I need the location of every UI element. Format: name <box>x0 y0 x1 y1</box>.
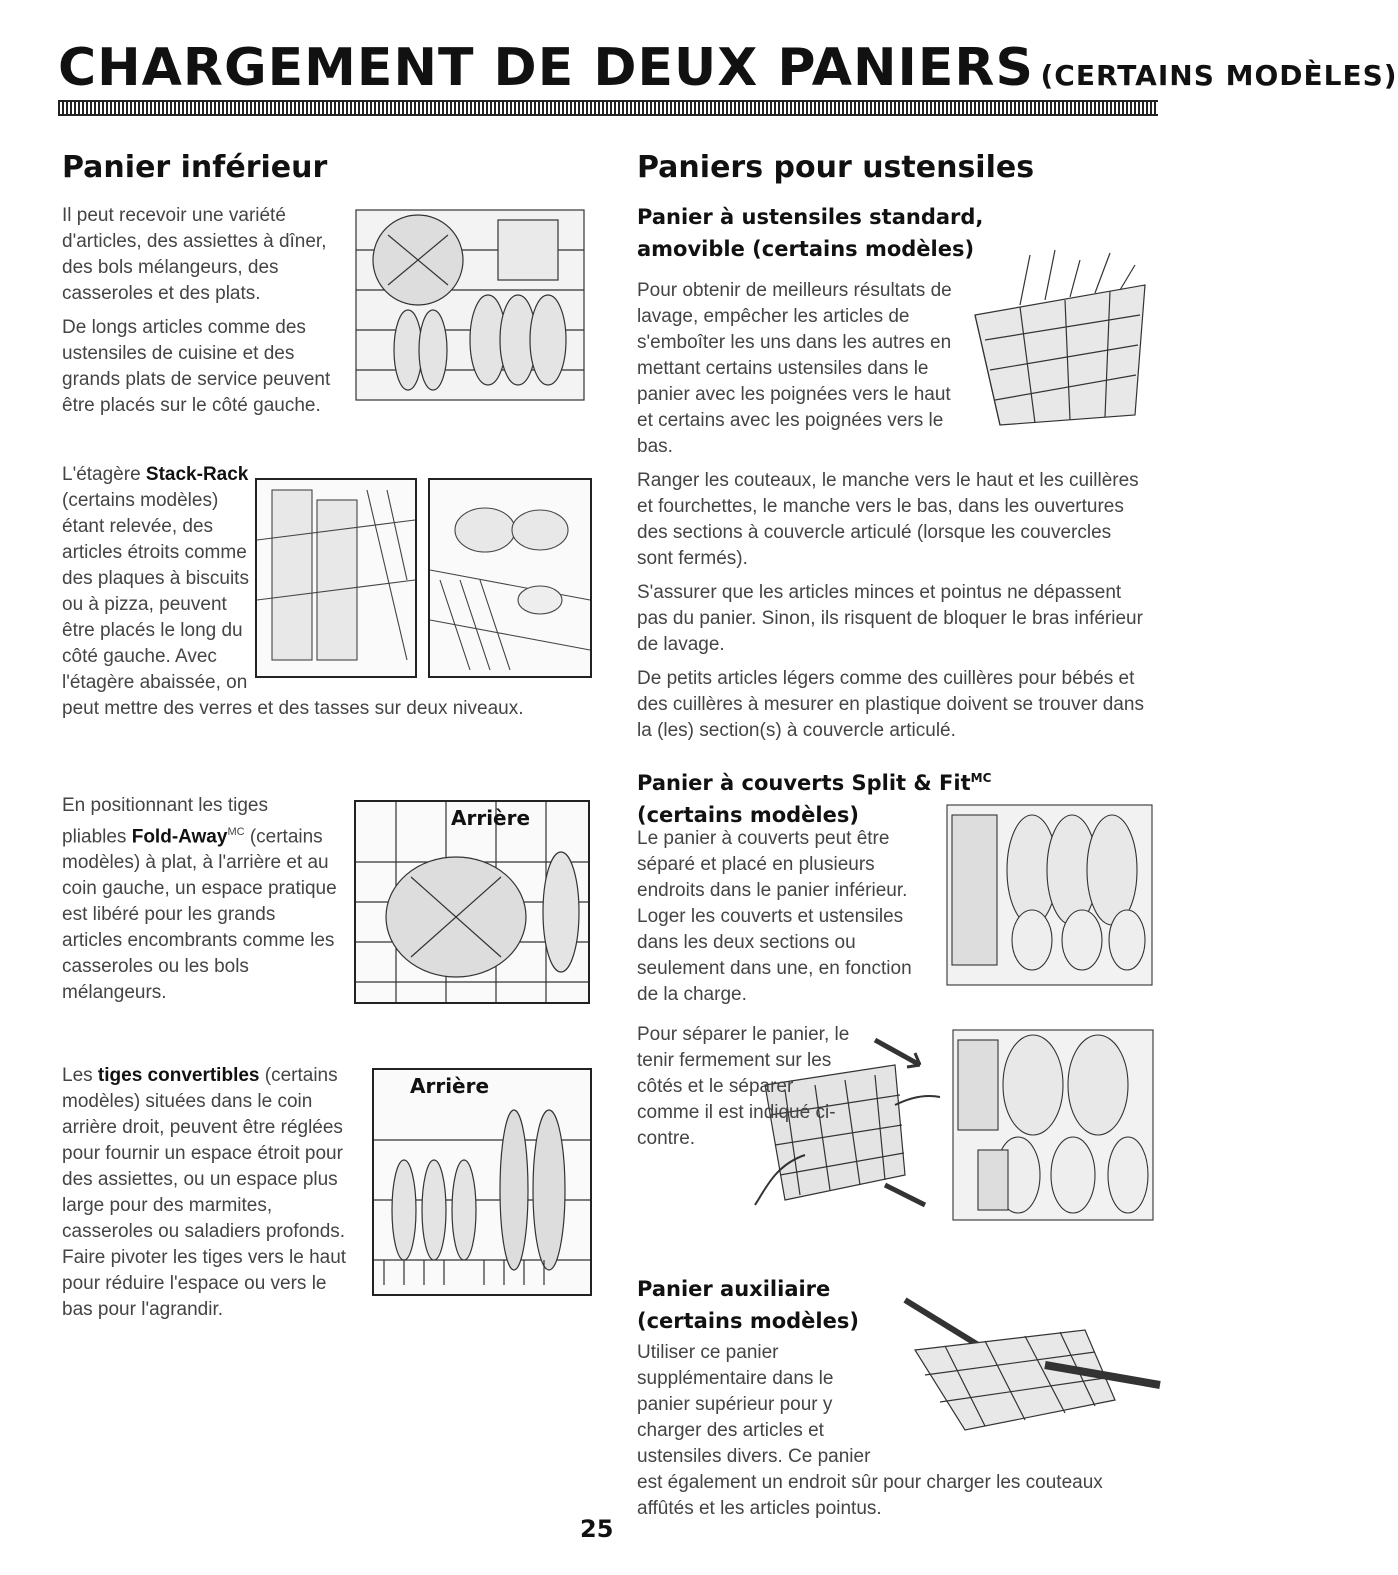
right-paragraph-auxiliaire: Utiliser ce panier supplémentaire dans le panier supérieur pour y charger des articles et ustensiles divers. Ce panier est également un endroit sûr pour charger les couteaux affûtés et les articles pointus. <box>637 1342 1103 1519</box>
right-paragraph-2: Ranger les couteaux, le manche vers le haut et les cuillères et fourchettes, le manche vers le bas, dans les ouvertures des sections à couvercle articulé (lorsque les couvercles sont fermés). <box>637 470 1139 569</box>
page-title-sub: (CERTAINS MODÈLES) <box>1040 59 1398 92</box>
page-title-main: CHARGEMENT DE DEUX PANIERS <box>58 38 1034 98</box>
heading-panier-inferieur: Panier inférieur <box>62 150 328 185</box>
left-text-stack-rack: L'étagère Stack-Rack <box>62 464 249 485</box>
split-basket-separated-illustration <box>948 1010 1160 1230</box>
right-paragraph-separate: Pour séparer le panier, le tenir fermement sur les côtés et le séparer comme il est indiqué ci-contre. <box>637 1024 850 1149</box>
subheading-split-fit: Panier à couverts Split & Fit$^{MC}$ (certains modèles) <box>637 771 992 827</box>
convertible-tines-illustration <box>372 1068 592 1296</box>
fold-away-term: Fold-Away <box>131 826 228 848</box>
lower-rack-illustration <box>348 190 593 415</box>
page-number: 25 <box>580 1515 614 1543</box>
tiges-convertibles-term: tiges convertibles <box>97 1065 260 1086</box>
page-title <box>58 38 1398 98</box>
left-paragraph-1: Il peut recevoir une variété d'articles, des assiettes à dîner, des bols mélangeurs, des casseroles et des plats. <box>62 205 327 304</box>
left-text-intro <box>62 203 347 427</box>
subheading-panier-auxiliaire: Panier auxiliaire (certains modèles) <box>637 1277 859 1333</box>
right-paragraph-4: De petits articles légers comme des cuillères pour bébés et des cuillères à mesurer en plastique doivent se trouver dans la (les) section(s) à couvercle articulé. <box>637 668 1144 741</box>
left-paragraph-3: (certains modèles) étant relevée, des articles étroits comme des plaques à biscuits ou à pizza, peuvent être placés le long du côté gauche. Avec l'étagère abaissée, on peut mettre des verres et des tasses sur deux niveaux. <box>62 490 524 719</box>
heading-paniers-ustensiles: Paniers pour ustensiles <box>637 150 1035 185</box>
left-paragraph-2: De longs articles comme des ustensiles de cuisine et des grands plats de service peuvent être placés sur le côté gauche. <box>62 317 331 416</box>
right-paragraph-split-fit: Le panier à couverts peut être séparé et placé en plusieurs endroits dans le panier inférieur. Loger les couverts et ustensiles dans les deux sections ou seulement dans une, en fonction de la charge. <box>637 828 912 1005</box>
right-paragraph-1: Pour obtenir de meilleurs résultats de lavage, empêcher les articles de s'emboîter les uns dans les autres en mettant certains ustensiles dans le panier avec les poignées vers le haut et certains avec les poignées vers le bas. <box>637 280 952 457</box>
right-paragraph-3: S'assurer que les articles minces et pointus ne dépassent pas du panier. Sinon, ils risquent de bloquer le bras inférieur de lavage. <box>637 582 1143 655</box>
arriere-label-2: Arrière <box>410 1074 490 1098</box>
split-fit-basket-in-rack-illustration <box>942 775 1160 993</box>
fold-away-tines-illustration <box>354 800 590 1004</box>
arriere-label-1: Arrière <box>451 806 531 830</box>
subheading-standard-basket: Panier à ustensiles standard, amovible (certains modèles) <box>637 205 984 261</box>
stack-rack-term: Stack-Rack <box>145 464 249 485</box>
left-paragraph-5: Les tiges convertibles (certains modèles) situées dans le coin arrière droit, peuvent être réglées pour fournir un espace étroit pour des assiettes, ou un espace plus large pour des marmites, casseroles ou saladiers profonds. Faire pivoter les tiges vers le haut pour réduire l'espace ou vers le bas pour l'agrandir. <box>62 1065 347 1320</box>
title-rule <box>58 100 1158 116</box>
left-paragraph-4: En positionnant les tiges pliables Fold-Away$^{MC}$ (certains modèles) à plat, à l'arrière et au coin gauche, un espace pratique est libéré pour les grands articles encombrants comme les casseroles ou les bols mélangeurs. <box>62 795 337 1004</box>
right-section-1 <box>637 278 1152 752</box>
